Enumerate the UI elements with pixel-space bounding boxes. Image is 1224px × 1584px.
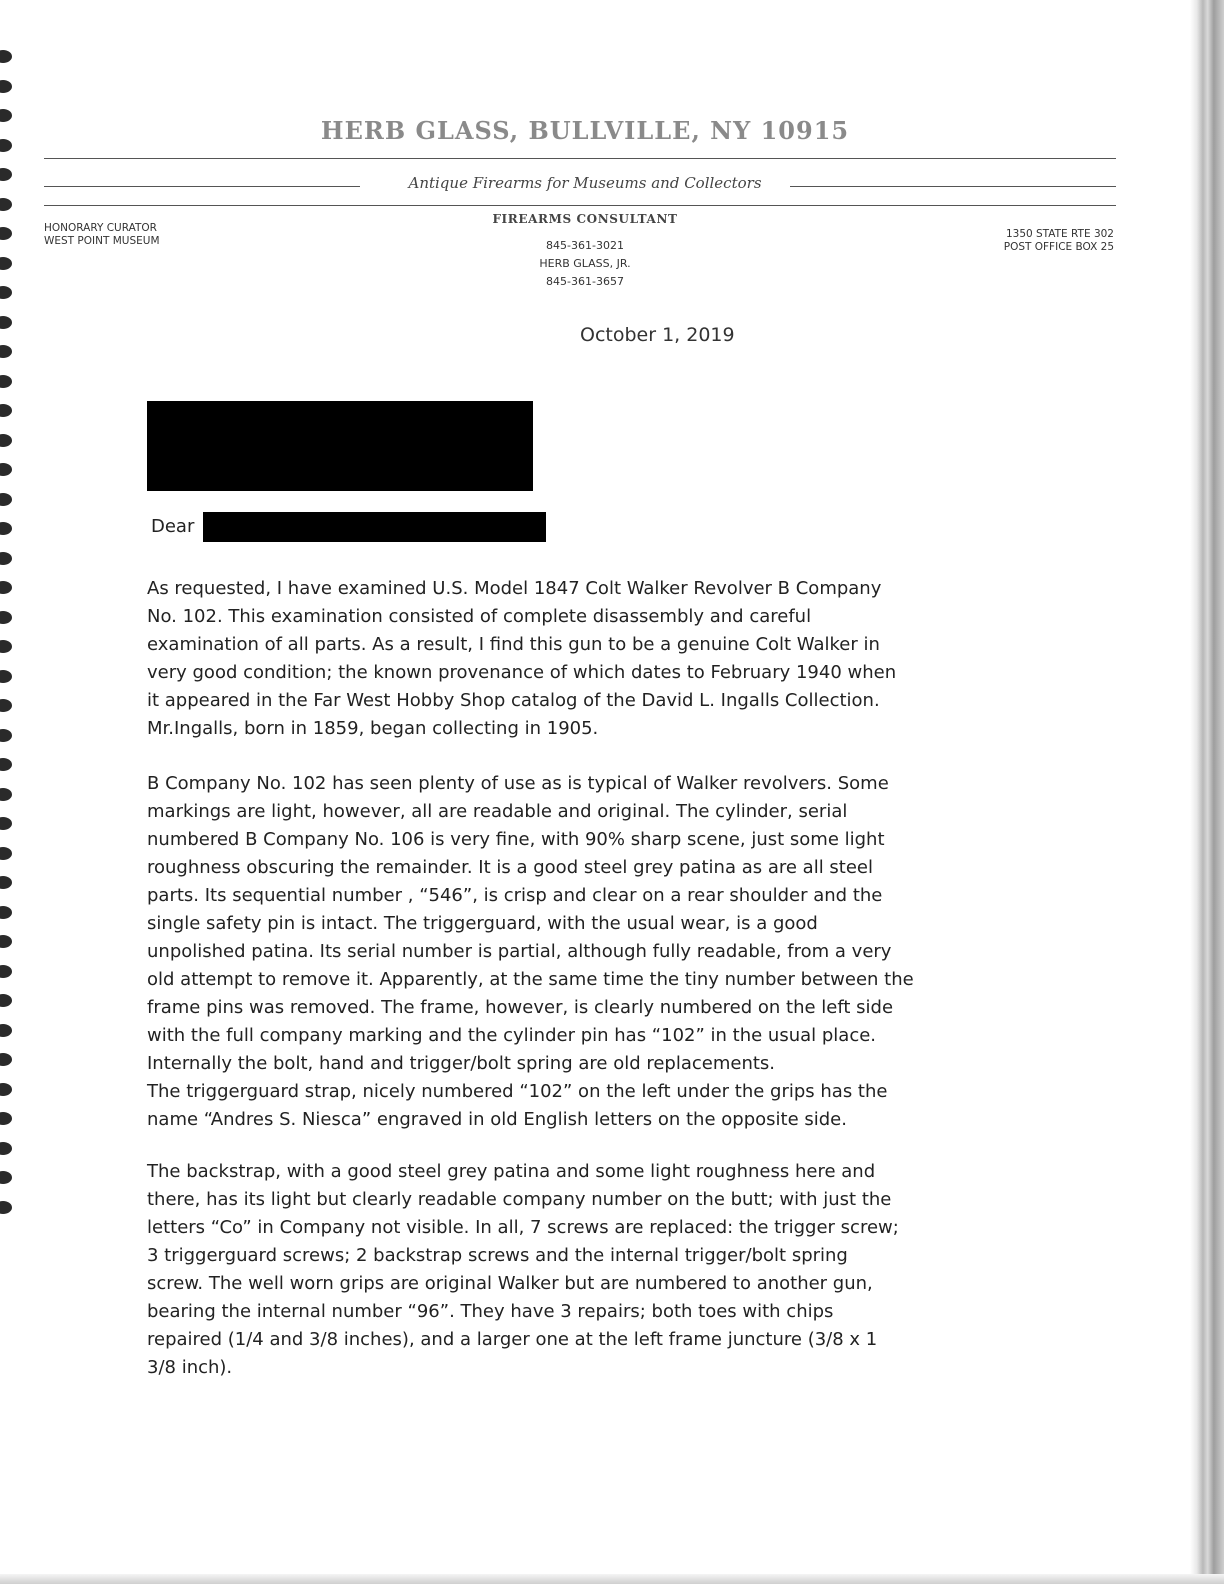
paragraph-line: bearing the internal number “96”. They have 3 repairs; both toes with chips xyxy=(147,1301,834,1322)
binding-hole xyxy=(0,729,12,742)
paragraph-line: with the full company marking and the cylinder pin has “102” in the usual place. xyxy=(147,1025,877,1046)
letterhead-tagline: Antique Firearms for Museums and Collectors xyxy=(408,174,762,192)
binding-hole xyxy=(0,50,12,63)
binding-hole xyxy=(0,1083,12,1096)
paragraph-line: unpolished patina. Its serial number is partial, although fully readable, from a very xyxy=(147,941,892,962)
binding-hole xyxy=(0,965,12,978)
po-box: POST OFFICE BOX 25 xyxy=(1003,241,1114,253)
binding-hole xyxy=(0,404,12,417)
redacted-recipient-name xyxy=(203,512,546,542)
binding-hole xyxy=(0,493,12,506)
paragraph-1 xyxy=(147,575,997,743)
paragraph-line: single safety pin is intact. The triggerguard, with the usual wear, is a good xyxy=(147,913,818,934)
paragraph-line: name “Andres S. Niesca” engraved in old English letters on the opposite side. xyxy=(147,1109,847,1130)
binding-hole xyxy=(0,345,12,358)
letterhead-rule-top xyxy=(44,158,1116,159)
binding-hole xyxy=(0,198,12,211)
letterhead-center-block xyxy=(0,212,1170,291)
binding-hole xyxy=(0,1112,12,1125)
paragraph-line: repaired (1/4 and 3/8 inches), and a larger one at the left frame juncture (3/8 x 1 xyxy=(147,1329,878,1350)
museum-label: WEST POINT MUSEUM xyxy=(44,235,160,247)
binding-hole xyxy=(0,1142,12,1155)
binding-hole xyxy=(0,876,12,889)
paragraph-line: numbered B Company No. 106 is very fine, with 90% sharp scene, just some light xyxy=(147,829,885,850)
paragraph-line: As requested, I have examined U.S. Model 1847 Colt Walker Revolver B Company xyxy=(147,578,882,599)
paragraph-line: examination of all parts. As a result, I find this gun to be a genuine Colt Walker in xyxy=(147,634,880,655)
binding-hole xyxy=(0,994,12,1007)
paragraph-2 xyxy=(147,770,997,1134)
binding-hole xyxy=(0,434,12,447)
binding-hole xyxy=(0,758,12,771)
binding-hole xyxy=(0,552,12,565)
binding-hole xyxy=(0,375,12,388)
street-address: 1350 STATE RTE 302 xyxy=(1005,228,1114,240)
page-bottom-edge xyxy=(0,1574,1224,1584)
binding-hole xyxy=(0,817,12,830)
phone-secondary: 845-361-3657 xyxy=(546,275,624,288)
salutation: Dear xyxy=(151,516,195,537)
letterhead-right-block xyxy=(1004,228,1114,254)
binding-hole xyxy=(0,1024,12,1037)
phone-primary: 845-361-3021 xyxy=(546,239,624,252)
binding-hole xyxy=(0,80,12,93)
binding-hole xyxy=(0,788,12,801)
binding-hole xyxy=(0,1171,12,1184)
page-edge-shadow xyxy=(1190,0,1224,1584)
junior-name: HERB GLASS, JR. xyxy=(539,257,631,270)
paragraph-line: frame pins was removed. The frame, however, is clearly numbered on the left side xyxy=(147,997,894,1018)
binding-hole xyxy=(0,670,12,683)
paragraph-line: old attempt to remove it. Apparently, at the same time the tiny number between the xyxy=(147,969,914,990)
binding-hole xyxy=(0,1201,12,1214)
binding-hole xyxy=(0,522,12,535)
consultant-label: FIREARMS CONSULTANT xyxy=(492,212,678,226)
paragraph-line: The triggerguard strap, nicely numbered “102” on the left under the grips has the xyxy=(147,1081,888,1102)
binding-hole xyxy=(0,611,12,624)
paragraph-line: Internally the bolt, hand and trigger/bolt spring are old replacements. xyxy=(147,1053,776,1074)
redacted-recipient-address xyxy=(147,401,533,491)
paragraph-line: roughness obscuring the remainder. It is a good steel grey patina as are all steel xyxy=(147,857,874,878)
letterhead-title: HERB GLASS, BULLVILLE, NY 10915 xyxy=(320,116,850,145)
paragraph-line: B Company No. 102 has seen plenty of use as is typical of Walker revolvers. Some xyxy=(147,773,889,794)
letterhead-rule-bottom xyxy=(44,205,1116,206)
binding-hole xyxy=(0,316,12,329)
paragraph-line: markings are light, however, all are readable and original. The cylinder, serial xyxy=(147,801,848,822)
paragraph-line: letters “Co” in Company not visible. In all, 7 screws are replaced: the trigger screw; xyxy=(147,1217,899,1238)
paragraph-line: 3 triggerguard screws; 2 backstrap screws and the internal trigger/bolt spring xyxy=(147,1245,848,1266)
binding-hole xyxy=(0,935,12,948)
paragraph-line: The backstrap, with a good steel grey patina and some light roughness here and xyxy=(147,1161,876,1182)
binding-hole xyxy=(0,463,12,476)
paragraph-line: it appeared in the Far West Hobby Shop catalog of the David L. Ingalls Collection. xyxy=(147,690,880,711)
paragraph-line: screw. The well worn grips are original Walker but are numbered to another gun, xyxy=(147,1273,873,1294)
letter-date: October 1, 2019 xyxy=(580,324,735,346)
binding-hole xyxy=(0,640,12,653)
binding-hole xyxy=(0,1053,12,1066)
binding-hole xyxy=(0,906,12,919)
binding-hole xyxy=(0,699,12,712)
honorary-curator-label: HONORARY CURATOR xyxy=(44,222,157,234)
paragraph-line: there, has its light but clearly readable company number on the butt; with just the xyxy=(147,1189,892,1210)
paragraph-line: very good condition; the known provenance of which dates to February 1940 when xyxy=(147,662,897,683)
paragraph-line: parts. Its sequential number , “546”, is crisp and clear on a rear shoulder and the xyxy=(147,885,883,906)
binding-hole xyxy=(0,581,12,594)
paragraph-3 xyxy=(147,1158,997,1382)
paragraph-line: 3/8 inch). xyxy=(147,1357,233,1378)
binding-hole xyxy=(0,847,12,860)
paragraph-line: No. 102. This examination consisted of complete disassembly and careful xyxy=(147,606,812,627)
paragraph-line: Mr.Ingalls, born in 1859, began collecting in 1905. xyxy=(147,718,599,739)
